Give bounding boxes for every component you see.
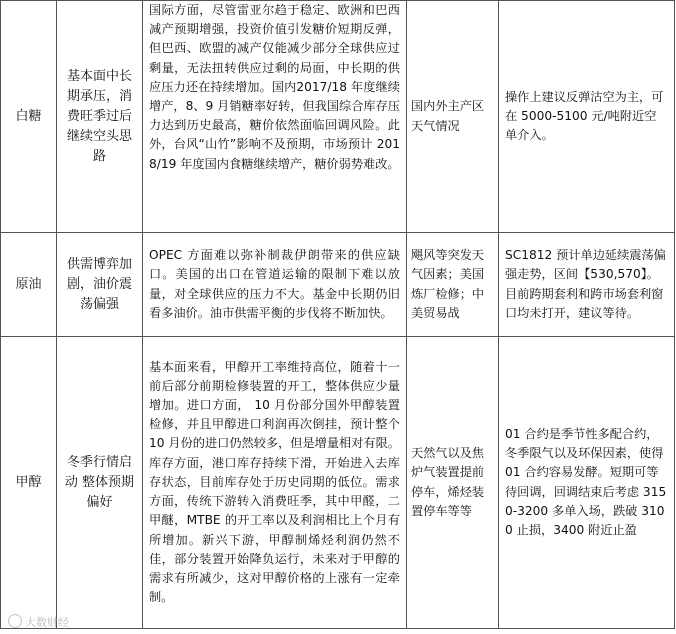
table-row bbox=[1, 233, 675, 337]
advice-cell: 01 合约是季节性多配合约，冬季限气以及环保因素，使得 01 合约容易发酵。短期可等待回调，回调结束后考虑 3150-3200 多单入场，跌破 3100 止损，3400 附近止盈 bbox=[499, 337, 675, 629]
table-row bbox=[1, 1, 675, 233]
watermark-text: 大数财经 bbox=[25, 616, 69, 629]
view-cell: 基本面中长期承压，消费旺季过后继续空头思路 bbox=[57, 1, 143, 233]
analysis-cell: 国际方面，尽管雷亚尔趋于稳定、欧洲和巴西减产预期增强，投资价值引发糖价短期反弹，但巴西、欧盟的减产仅能减少部分全球供应过剩量，无法扭转供应过剩的局面，中长期的供应压力还在持续增加。国内2017/18 年度继续增产，8、9 月销糖率好转，但我国综合库存压力达到历史最高，糖价依然面临回调风险。此外，台风“山竹”影响不及预期，市场预计 2018/19 年度国内食糖继续增产，糖价弱势难改。 bbox=[143, 1, 407, 233]
table-row bbox=[1, 337, 675, 629]
view-cell: 冬季行情启动 整体预期偏好 bbox=[57, 337, 143, 629]
analysis-cell: OPEC 方面难以弥补制裁伊朗带来的供应缺口。美国的出口在管道运输的限制下难以放量，对全球供应的压力不大。基金中长期仍旧看多油价。油市供需平衡的步伐将不断加快。 bbox=[143, 233, 407, 337]
advice-cell: 操作上建议反弹沽空为主，可在 5000-5100 元/吨附近空单介入。 bbox=[499, 1, 675, 233]
risk-cell: 飓风等突发天气因素；美国炼厂检修；中美贸易战 bbox=[407, 233, 499, 337]
advice-cell: SC1812 预计单边延续震荡偏强走势，区间【530,570】。目前跨期套利和跨市场套利窗口均未打开，建议等待。 bbox=[499, 233, 675, 337]
product-cell: 甲醇 bbox=[1, 337, 57, 629]
risk-cell: 国内外主产区天气情况 bbox=[407, 1, 499, 233]
risk-cell: 天然气以及焦炉气装置提前停车，烯烃装置停车等等 bbox=[407, 337, 499, 629]
watermark bbox=[8, 614, 69, 630]
product-cell: 原油 bbox=[1, 233, 57, 337]
view-cell: 供需博弈加剧，油价震荡偏强 bbox=[57, 233, 143, 337]
watermark-logo-icon bbox=[8, 614, 22, 628]
analysis-cell: 基本面来看，甲醇开工率维持高位，随着十一前后部分前期检修装置的开工，整体供应少量增加。进口方面， 10 月份部分国外甲醇装置检修，并且甲醇进口利润再次倒挂，预计整个 10 月份的进口仍然较多，但是增量相对有限。库存方面，港口库存持续下滑，开始进入去库存状态，目前库存处于历史同期的低位。需求方面，传统下游转入消费旺季，其中甲醛，二甲醚，MTBE 的开工率以及利润相比上个月有所增加。新兴下游，甲醇制烯烃利润仍然不佳，部分装置开始降负运行，未来对于甲醇的需求有所减少，这对甲醇价格的上涨有一定牵制。 bbox=[143, 337, 407, 629]
product-cell: 白糖 bbox=[1, 1, 57, 233]
